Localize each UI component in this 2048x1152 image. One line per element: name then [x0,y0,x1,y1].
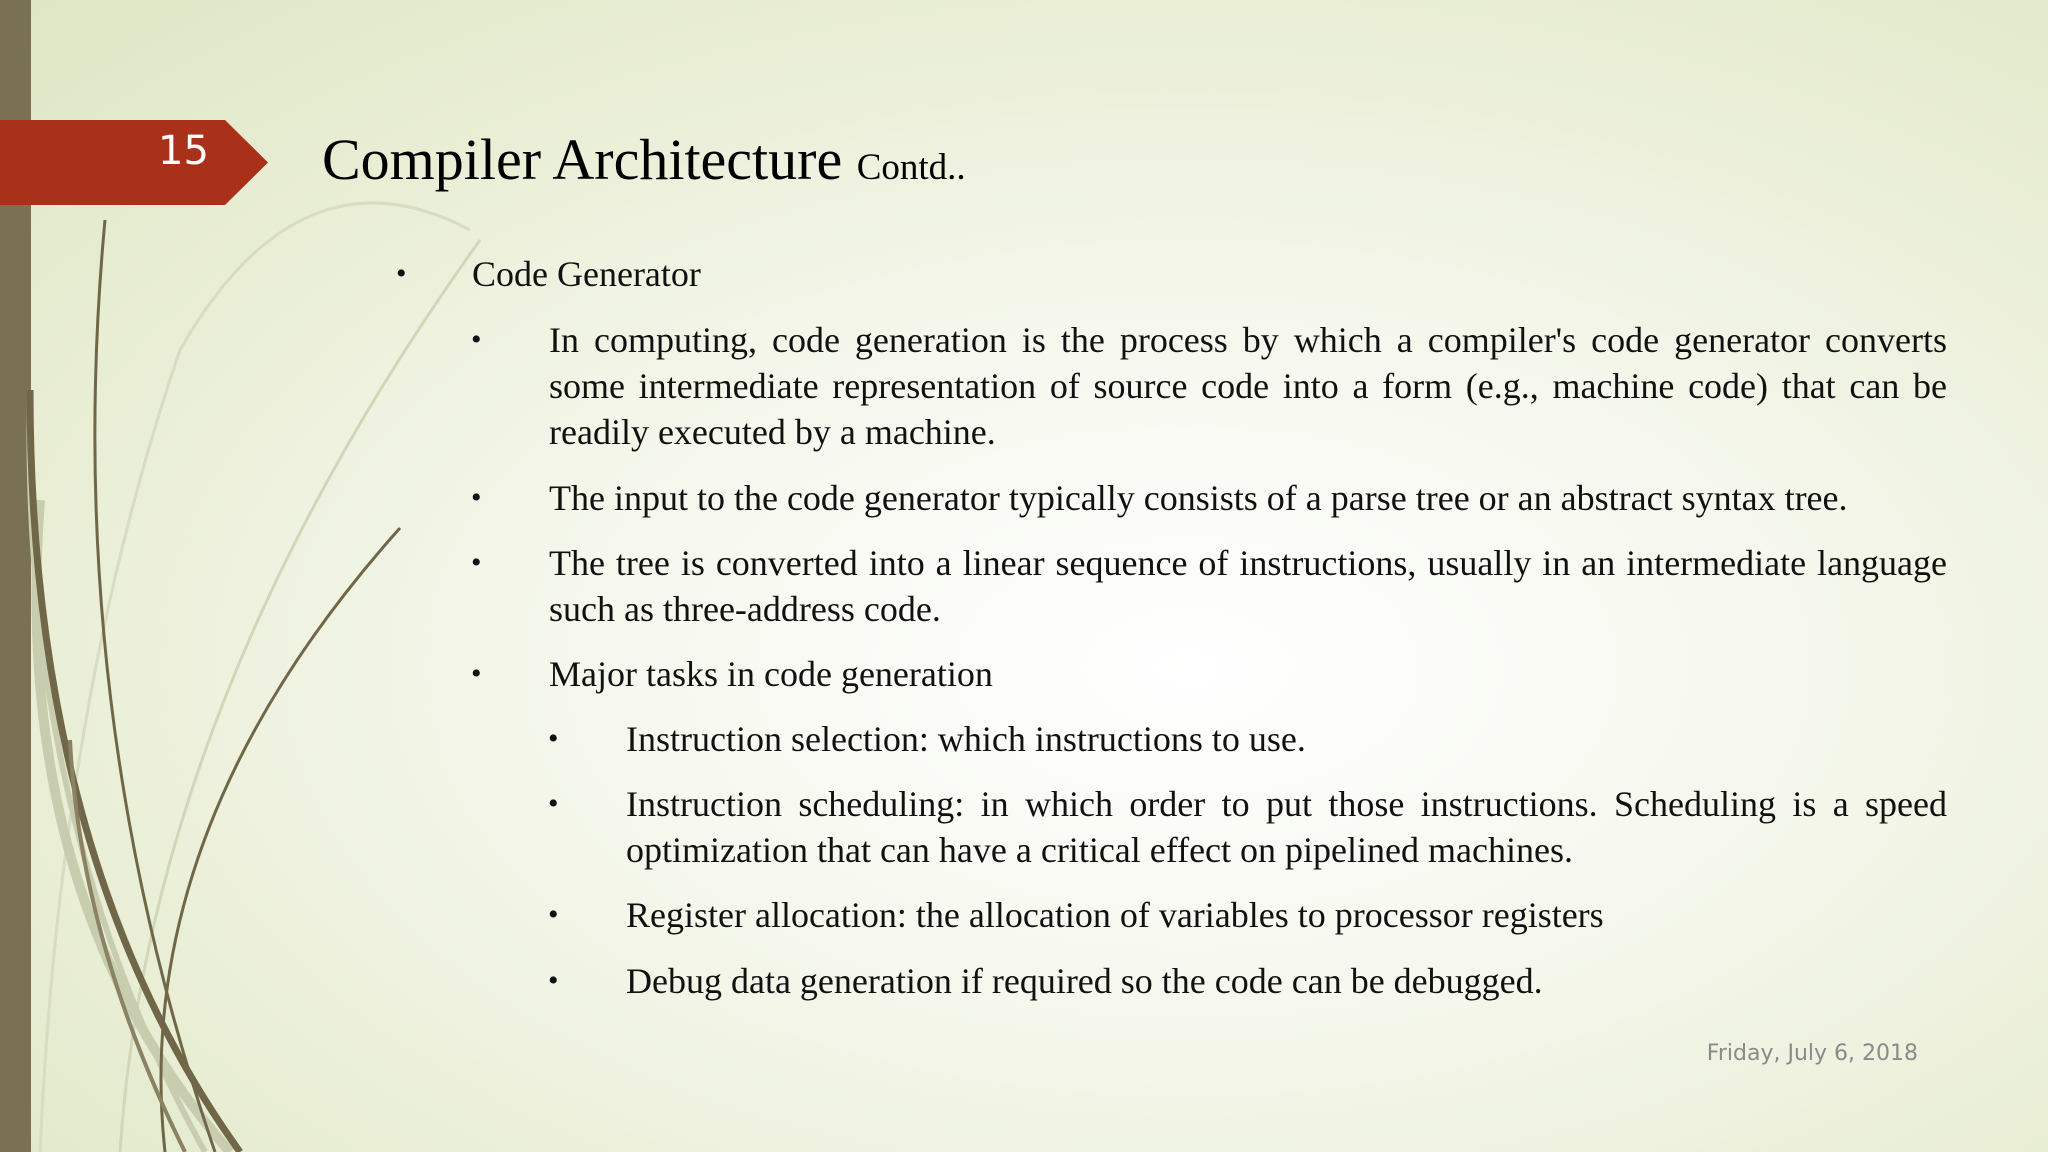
list-item: The input to the code generator typically consists of a parse tree or an abstract syntax tree. [549,478,1848,518]
title-suffix: Contd.. [856,147,966,188]
bullet-glyph: • [548,898,559,931]
bullet-glyph: • [471,546,482,579]
list-item: The tree is converted into a linear sequence of instructions, usually in an intermediate language such as three-address code. [549,543,1947,629]
list-item: Major tasks in code generation [549,654,993,694]
slide-date: Friday, July 6, 2018 [1706,1041,1918,1066]
task-item: Debug data generation if required so the code can be debugged. [626,961,1543,1001]
slide-number-tab [0,120,268,205]
bullet-glyph: • [548,787,559,820]
bullet-glyph: • [548,722,559,755]
title-main: Compiler Architecture [322,127,843,192]
task-item: Instruction scheduling: in which order to put those instructions. Scheduling is a speed optimization that can have a critical effect on pipelined machines. [626,784,1947,870]
bullet-glyph: • [471,657,482,690]
bullet-glyph: • [471,481,482,514]
slide-title [322,122,966,206]
task-item: Register allocation: the allocation of variables to processor registers [626,895,1604,935]
bullet-glyph: • [548,964,559,997]
bullet-glyph: • [396,257,407,290]
section-heading: Code Generator [472,254,701,294]
slide-number: 15 [158,128,209,174]
bullet-glyph: • [471,323,482,356]
task-item: Instruction selection: which instructions to use. [626,719,1306,759]
list-item: In computing, code generation is the process by which a compiler's code generator converts some intermediate representation of source code into a form (e.g., machine code) that can be readily executed by a machine. [549,320,1947,452]
